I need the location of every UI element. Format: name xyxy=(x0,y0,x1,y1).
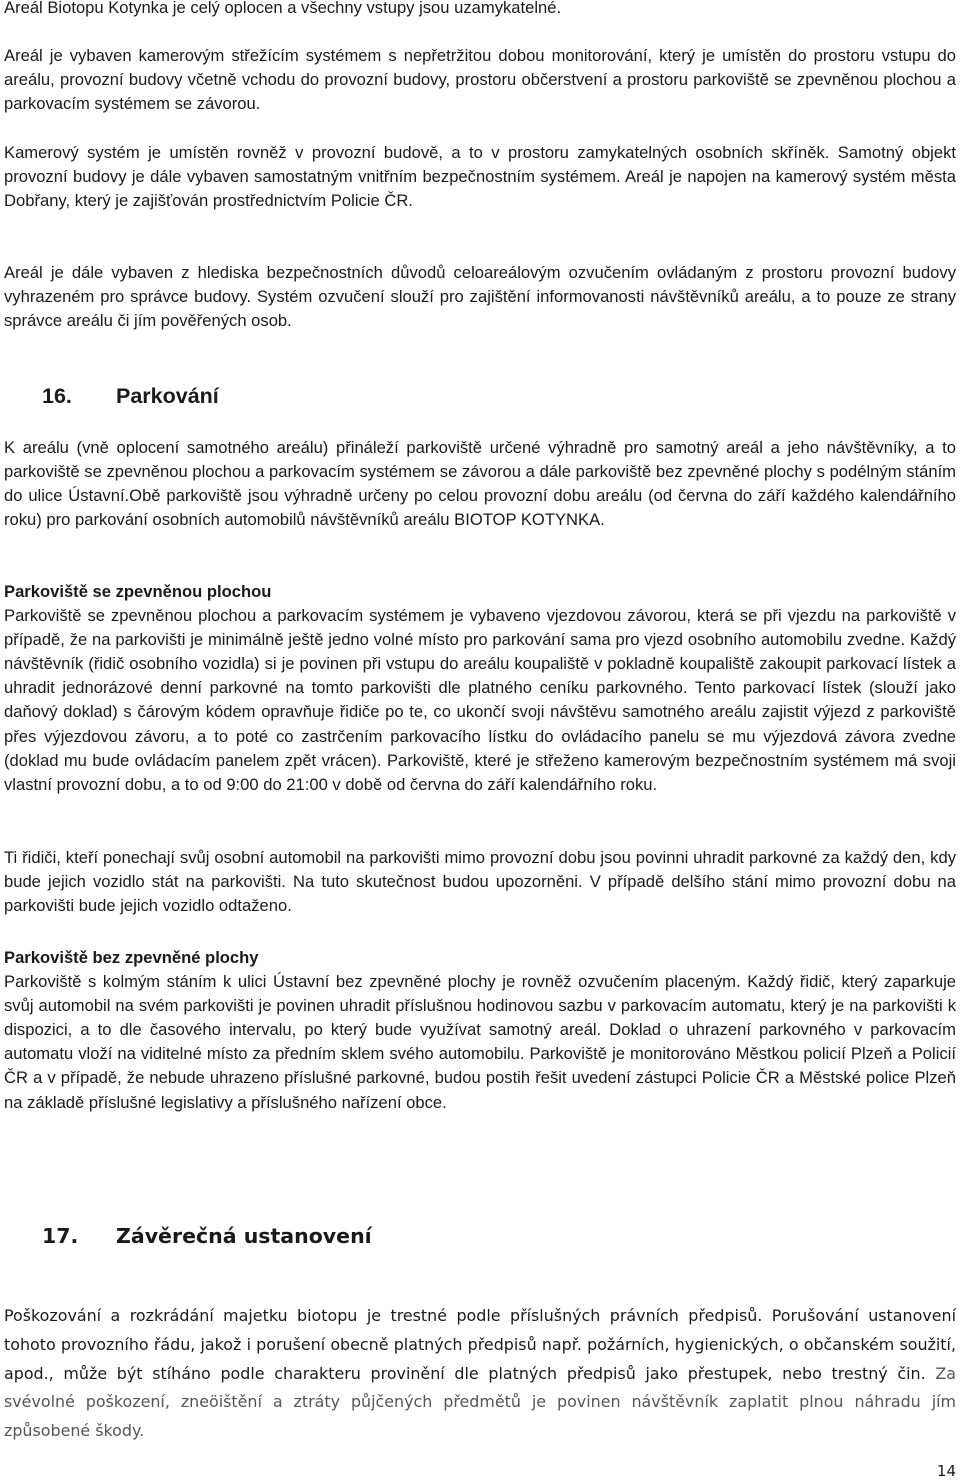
paragraph-unpaved-parking xyxy=(4,946,956,1115)
paragraph-sound-system: Areál je dále vybaven z hlediska bezpečnostních důvodů celoareálovým ozvučením ovládaným z prostoru provozní budovy vyhrazeném pro správce budovy. Systém ozvučení slouží pro zajištění informovanosti návštěvníků areálu, a to pouze ze strany správce areálu či jím pověřených osob. xyxy=(4,263,956,331)
final-provisions-damage-text: Za svévolné poškození, zneöištění a ztráty půjčených předmětů je povinen návštěvník zaplatit plnou náhradu jím způsobené škody. xyxy=(4,1363,956,1441)
section-heading-17 xyxy=(42,1224,372,1248)
subheading-paved-parking: Parkoviště se zpevněnou plochou xyxy=(4,582,272,601)
section-number: 17. xyxy=(42,1224,79,1248)
paragraph-camera-lockers: Kamerový systém je umístěn rovněž v provozní budově, a to v prostoru zamykatelných osobních skříněk. Samotný objekt provozní budovy je dále vybaven samostatným vnitřním bezpečnostním systémem. Areál je napojen na kamerový systém města Dobřany, který je zajišťován prostřednictvím Policie ČR. xyxy=(4,143,956,211)
section-number: 16. xyxy=(42,384,72,408)
paved-parking-text: Parkoviště se zpevněnou plochou a parkovacím systémem je vybaveno vjezdovou závorou, která se při vjezdu na parkoviště v případě, že na parkovišti je minimálně ještě jedno volné místo pro parkování sama pro vjezd osobního automobilu zvedne. Každý návštěvník (řidič osobního vozidla) si je povinen při vstupu do areálu koupaliště v pokladně koupaliště zakoupit parkovací lístek a uhradit jednorázové denní parkovné na tomto parkovišti dle platného ceníku parkovného. Tento parkovací lístek (slouží jako daňový doklad) s čárovým kódem opravňuje řidiče po te, co ukončí svoji návštěvu samotného areálu zajistit výjezd z parkoviště přes výjezdovou závoru, a to poté co zastrčením parkovacího lístku do ovládacího panelu se mu výjezdová závora zvedne (doklad mu bude ovládacím panelem zpět vrácen). Parkoviště, které je střeženo kamerovým bezpečnostním systémem má svoji vlastní provozní dobu, a to od 9:00 do 21:00 v době od června do září kalendářního roku. xyxy=(4,606,956,794)
paragraph-final-provisions xyxy=(4,1302,956,1446)
section-title: Parkování xyxy=(116,384,219,408)
paragraph-paved-parking xyxy=(4,580,956,797)
final-provisions-text: Poškozování a rozkrádání majetku biotopu je trestné podle příslušných právních předpisů. Porušování ustanovení tohoto provozního řádu, jakož i porušení obecně platných předpisů např. požárních, hygienických, o občanském soužití, apod., může být stíháno podle charakteru provinění dle platných předpisů jako přestupek, nebo trestný čin. xyxy=(4,1306,956,1383)
section-heading-16 xyxy=(42,384,219,409)
subheading-unpaved-parking: Parkoviště bez zpevněné plochy xyxy=(4,948,259,967)
paragraph-camera-system: Areál je vybaven kamerovým střežícím systémem s nepřetržitou dobou monitorování, který je umístěn do prostoru vstupu do areálu, provozní budovy včetně vchodu do provozní budovy, prostoru občerstvení a prostoru parkoviště se zpevněnou plochou a parkovacím systémem se závorou. xyxy=(4,46,956,114)
paragraph-parking-intro: K areálu (vně oplocení samotného areálu) přináleží parkoviště určené výhradně pro samotný areál a jeho návštěvníky, a to parkoviště se zpevněnou plochou a parkovacím systémem se závorou a dále parkoviště bez zpevněné plochy s podélným stáním do ulice Ústavní.Obě parkoviště jsou výhradně určeny po celou provozní dobu areálu (od června do září každého kalendářního roku) pro parkování osobních automobilů návštěvníků areálu BIOTOP KOTYNKA. xyxy=(4,438,956,530)
unpaved-parking-text: Parkoviště s kolmým stáním k ulici Ústavní bez zpevněné plochy je rovněž ozvučením placeným. Každý řidič, který zaparkuje svůj automobil na svém parkovišti je povinen uhradit příslušnou hodinovou sazbu v parkovacím automatu, který je na parkovišti k dispozici, a to dle časového intervalu, po který bude využívat samotný areál. Doklad o uhrazení parkovného v parkovacím automatu vloží na viditelné místo za předním sklem svého automobilu. Parkoviště je monitorováno Městkou policií Plzeň a Policií ČR a v případě, že nebude uhrazeno příslušné parkovné, budou postih řešit uvedení zástupci Policie ČR a Městské police Plzeň na základě příslušné legislativy a příslušného nařízení obce. xyxy=(4,972,956,1112)
section-title: Závěrečná ustanovení xyxy=(116,1224,372,1248)
paragraph-fence: Areál Biotopu Kotynka je celý oplocen a všechny vstupy jsou uzamykatelné. xyxy=(4,0,562,17)
page-number: 14 xyxy=(936,1462,956,1480)
paragraph-overnight-parking: Ti řidiči, kteří ponechají svůj osobní automobil na parkovišti mimo provozní dobu jsou povinni uhradit parkovné za každý den, kdy bude jejich vozidlo stát na parkovišti. Na tuto skutečnost budou upozorněni. V případě delšího stání mimo provozní dobu na parkovišti bude jejich vozidlo odtaženo. xyxy=(4,848,956,916)
